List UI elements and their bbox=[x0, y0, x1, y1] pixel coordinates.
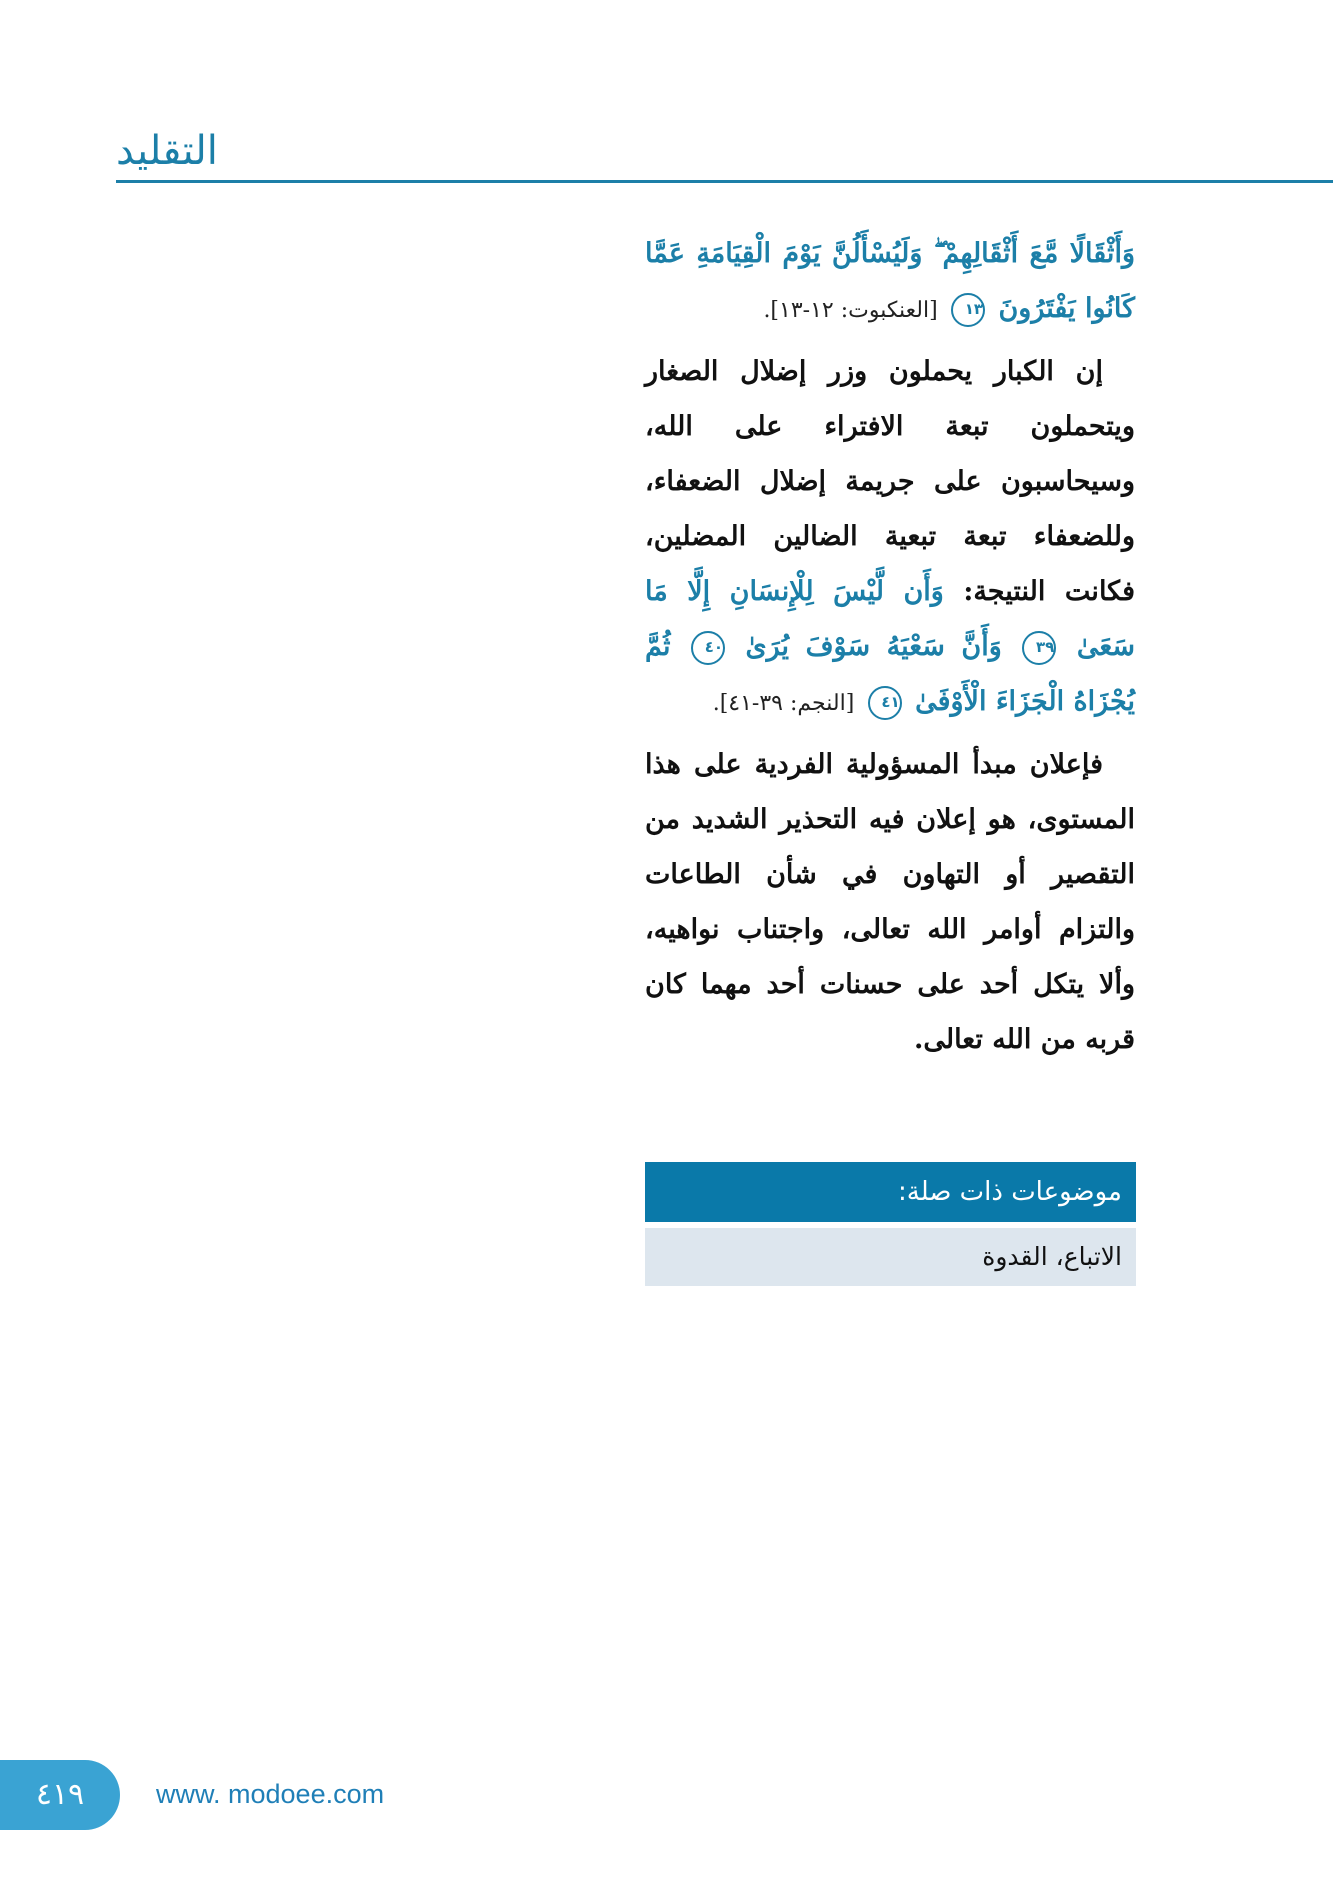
verse-number-marker: ١٣ bbox=[951, 293, 985, 327]
related-topics-links[interactable]: الاتباع، القدوة bbox=[645, 1228, 1136, 1286]
paragraph-2 bbox=[645, 737, 1135, 1067]
verse-number-marker: ٤١ bbox=[868, 686, 902, 720]
main-content bbox=[645, 226, 1135, 1073]
verse-number-marker: ٤٠ bbox=[691, 631, 725, 665]
verse-2-part-2: وَأَنَّ سَعْيَهُ سَوْفَ يُرَىٰ bbox=[745, 631, 1002, 662]
verse-number-marker: ٣٩ bbox=[1022, 631, 1056, 665]
page-number: ٤١٩ bbox=[0, 1760, 120, 1830]
related-topics-box bbox=[645, 1162, 1136, 1286]
page-header bbox=[116, 118, 1333, 184]
verse-2-part-3: ثُمَّ يُجْزَاهُ الْجَزَاءَ الْأَوْفَىٰ bbox=[645, 631, 1135, 717]
verse-block-1 bbox=[645, 226, 1135, 338]
paragraph-2-text: فإعلان مبدأ المسؤولية الفردية على هذا المستوى، هو إعلان فيه التحذير الشديد من التقصير أو التهاون في شأن الطاعات والتزام أوامر الله تعالى، واجتناب نواهيه، وألا يتكل أحد على حسنات أحد مهما كان قربه من الله تعالى. bbox=[645, 749, 1135, 1055]
related-topics-heading: موضوعات ذات صلة: bbox=[645, 1162, 1136, 1222]
paragraph-1 bbox=[645, 344, 1135, 731]
verse-2-reference: [النجم: ٣٩-٤١]. bbox=[712, 691, 855, 716]
paragraph-1-text: إن الكبار يحملون وزر إضلال الصغار ويتحملون تبعة الافتراء على الله، وسيحاسبون على جريمة إضلال الضعفاء، وللضعفاء تبعة تبعية الضالين المضلين، فكانت النتيجة: bbox=[645, 356, 1135, 607]
website-link[interactable]: www. modoee.com bbox=[156, 1779, 385, 1809]
verse-1-reference: [العنكبوت: ١٢-١٣]. bbox=[763, 298, 938, 323]
header-rule bbox=[116, 180, 1333, 183]
verse-2-part-1: وَأَن لَّيْسَ لِلْإِنسَانِ إِلَّا مَا سَعَىٰ bbox=[645, 576, 1135, 662]
chapter-title: التقليد bbox=[116, 128, 218, 174]
verse-1-text: وَأَثْقَالًا مَّعَ أَثْقَالِهِمْ ۖ وَلَيُسْأَلُنَّ يَوْمَ الْقِيَامَةِ عَمَّا كَانُوا يَفْتَرُونَ bbox=[645, 238, 1135, 324]
